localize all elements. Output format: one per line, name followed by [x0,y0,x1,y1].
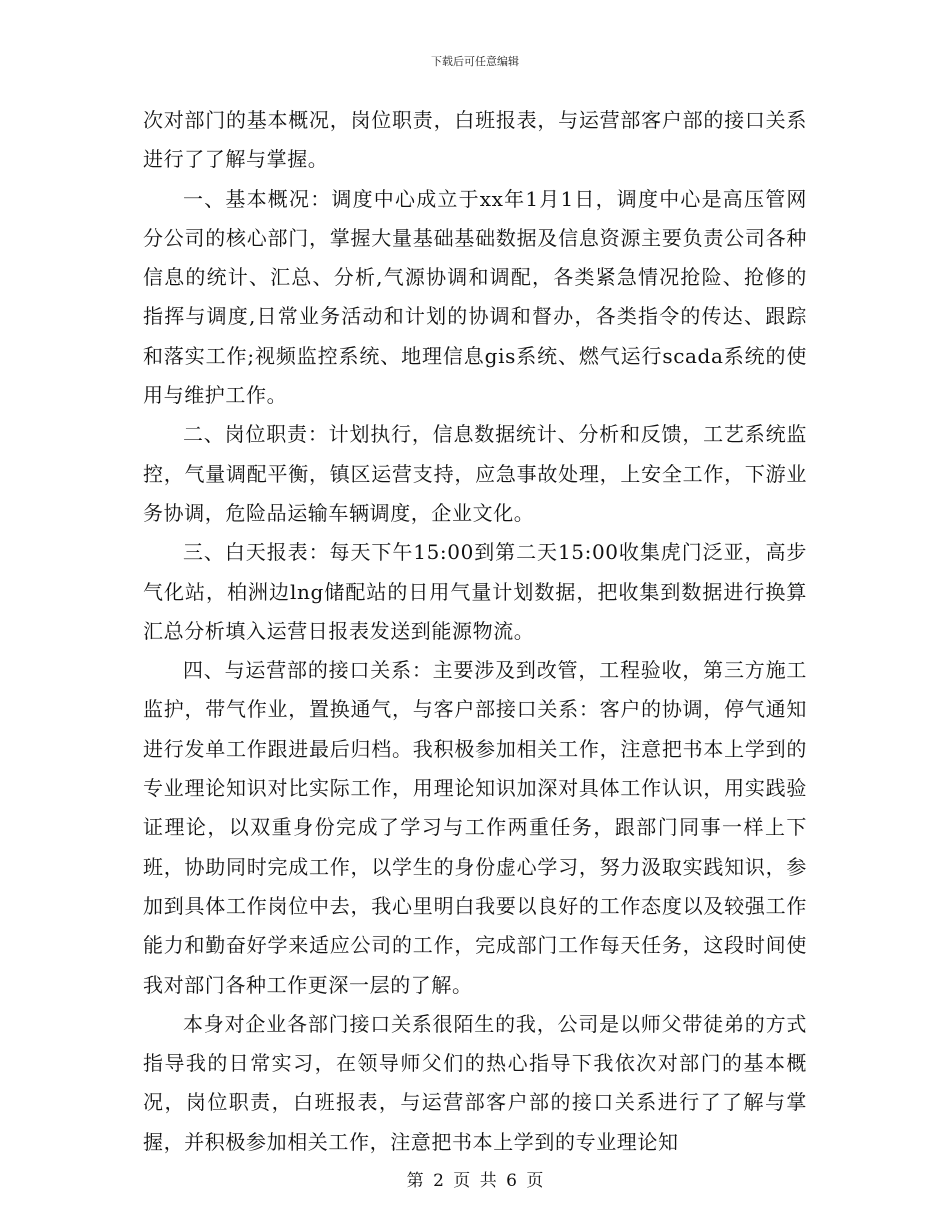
paragraph-job-duties: 二、岗位职责：计划执行，信息数据统计、分析和反馈，工艺系统监控，气量调配平衡，镇区运营支持，应急事故处理，上安全工作，下游业务协调，危险品运输车辆调度，企业文化。 [143,422,807,525]
paragraph-basic-overview: 一、基本概况：调度中心成立于xx年1月1日，调度中心是高压管网分公司的核心部门，掌握大量基础基础数据及信息资源主要负责公司各种信息的统计、汇总、分析,气源协调和调配，各类紧急情况抢险、抢修的指挥与调度,日常业务活动和计划的协调和督办，各类指令的传达、跟踪和落实工作;视频监控系统、地理信息gis系统、燃气运行scada系统的使用与维护工作。 [143,186,807,408]
paragraph-interface-relations: 四、与运营部的接口关系：主要涉及到改管，工程验收，第三方施工监护，带气作业，置换通气，与客户部接口关系：客户的协调，停气通知进行发单工作跟进最后归档。我积极参加相关工作，注意把书本上学到的专业理论知识对比实际工作，用理论知识加深对具体工作认识，用实践验证理论，以双重身份完成了学习与工作两重任务，跟部门同事一样上下班，协助同时完成工作，以学生的身份虚心学习，努力汲取实践知识，参加到具体工作岗位中去，我心里明白我要以良好的工作态度以及较强工作能力和勤奋好学来适应公司的工作，完成部门工作每天任务，这段时间使我对部门各种工作更深一层的了解。 [143,658,807,997]
page-number: 第 2 页 共 6 页 [406,1171,544,1191]
paragraph-summary: 本身对企业各部门接口关系很陌生的我，公司是以师父带徒弟的方式指导我的日常实习，在领导师父们的热心指导下我依次对部门的基本概况，岗位职责，白班报表，与运营部客户部的接口关系进行了了解与掌握，并积极参加相关工作，注意把书本上学到的专业理论知 [143,1011,807,1154]
paragraph-daily-report: 三、白天报表：每天下午15:00到第二天15:00收集虎门泛亚，高步气化站，柏洲边lng储配站的日用气量计划数据，把收集到数据进行换算汇总分析填入运营日报表发送到能源物流。 [143,540,807,643]
paragraph-continuation: 次对部门的基本概况，岗位职责，白班报表，与运营部客户部的接口关系进行了了解与掌握。 [143,108,807,172]
page-header-note: 下载后可任意编辑 [431,55,519,68]
document-body [143,101,807,1162]
